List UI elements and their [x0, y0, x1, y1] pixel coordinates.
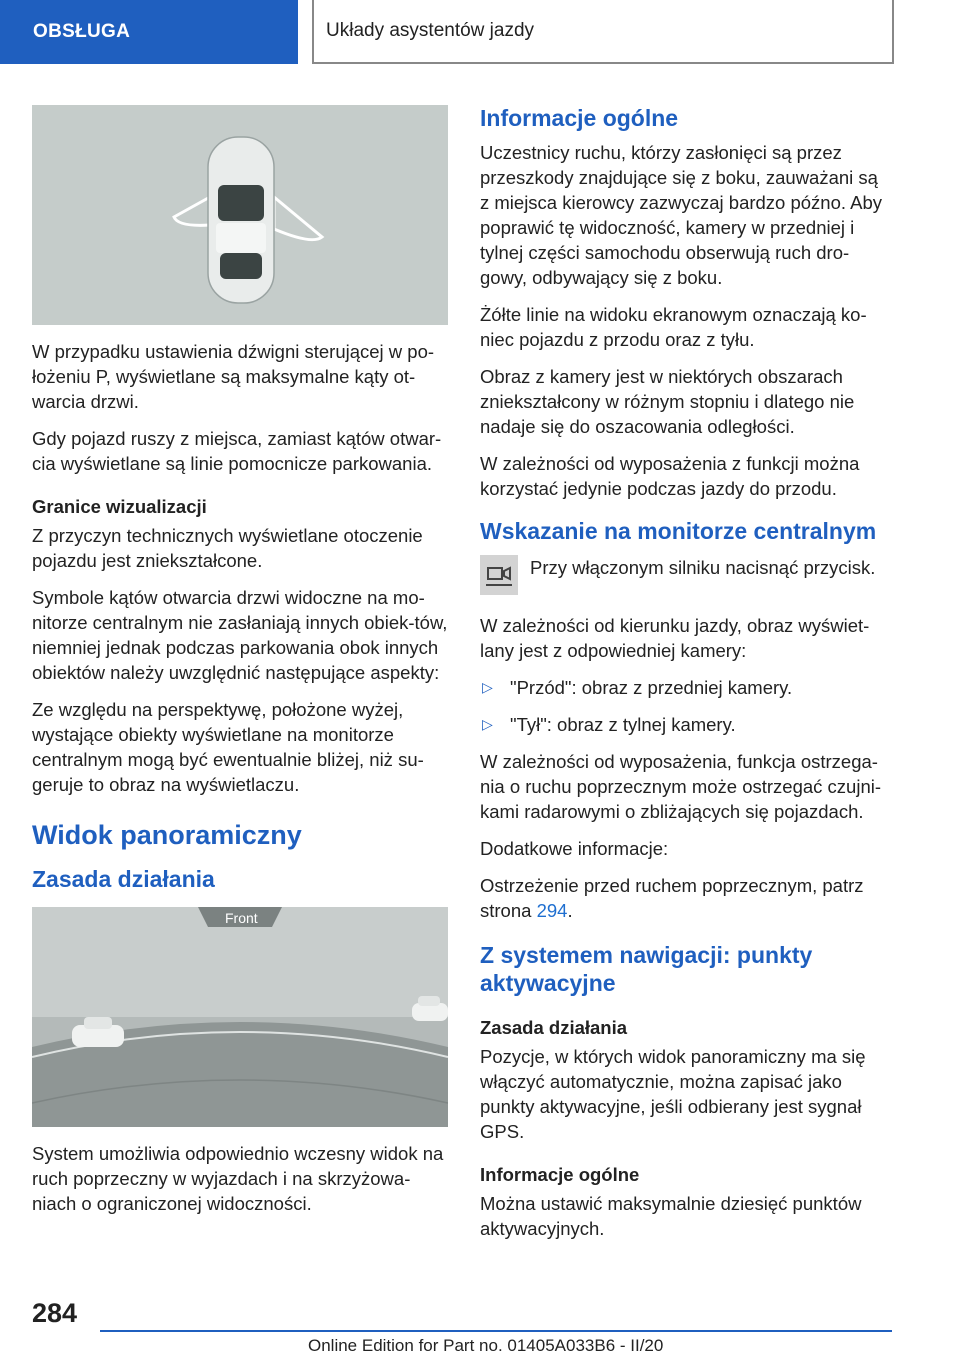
right-column [480, 100, 890, 1253]
front-label: Front [225, 910, 258, 926]
list-item: ▷ "Przód": obraz z przedniej kamery. [482, 677, 793, 698]
monitor-title: Wskazanie na monitorze centralnym [480, 518, 877, 544]
monitor-paragraph-4: Dodatkowe informacje: [480, 838, 669, 859]
general-title: Informacje ogólne [480, 105, 679, 131]
footer-divider [100, 1330, 892, 1332]
triangle-bullet-icon: ▷ [482, 679, 493, 695]
monitor-paragraph-2: W zależności od kierunku jazdy, obraz wyświet-lany jest z odpowiedniej kamery: [480, 615, 870, 661]
door-angle-figure [32, 105, 448, 325]
nav-paragraph-2: Można ustawić maksymalnie dziesięć punktów aktywacyjnych. [480, 1193, 862, 1239]
list-item: ▷ "Tył": obraz z tylnej kamery. [482, 714, 736, 735]
header-section-tab [0, 0, 298, 64]
triangle-bullet-icon: ▷ [482, 716, 493, 732]
panorama-figure [32, 907, 448, 1127]
subsection-title: Zasada działania [32, 866, 215, 892]
general-paragraph-3: Obraz z kamery jest w niektórych obszarach zniekształcony w różnym stopniu i dlatego nie nadaje się do oszacowania odległości. [480, 366, 855, 437]
general-paragraph-2: Żółte linie na widoku ekranowym oznaczają ko-niec pojazdu z przodu oraz z tyłu. [480, 304, 867, 350]
page-link[interactable]: 294 [536, 900, 568, 921]
nav-title: Z systemem nawigacji: punkty aktywacyjne [480, 942, 813, 996]
nav-heading-2: Informacje ogólne [480, 1164, 640, 1185]
general-paragraph-4: W zależności od wyposażenia z funkcji można korzystać jedynie podczas jazdy do przodu. [480, 453, 860, 499]
limits-paragraph-3: Ze względu na perspektywę, położone wyżej, wystające obiekty wyświetlane na monitorze centralnym mogą być ewentualnie bliżej, niż su-geruje to obraz na wyświetlaczu. [32, 699, 424, 795]
monitor-paragraph-5: Ostrzeżenie przed ruchem poprzecznym, patrz strona 294. [480, 875, 864, 921]
limits-heading: Granice wizualizacji [32, 496, 207, 517]
page-number: 284 [32, 1298, 78, 1328]
fig2-caption: System umożliwia odpowiednio wczesny widok na ruch poprzeczny w wyjazdach i na skrzyżowa-niach o ograniczonej widoczności. [32, 1143, 444, 1214]
footer-edition: Online Edition for Part no. 01405A033B6 - II/20 [308, 1336, 664, 1355]
camera-button-icon [480, 555, 518, 595]
header-section-label: OBSŁUGA [33, 21, 131, 42]
limits-paragraph-1: Z przyczyn technicznych wyświetlane otoczenie pojazdu jest zniekształcone. [32, 525, 423, 571]
monitor-paragraph-3: W zależności od wyposażenia, funkcja ostrzega-nia o ruchu poprzecznym może ostrzegać czujni-kami radarowymi o zbliżających się pojazdach. [480, 751, 882, 822]
panorama-view-illustration [32, 907, 448, 1127]
car-top-view-illustration [32, 105, 448, 325]
header-chapter [312, 0, 894, 64]
header-chapter-label: Układy asystentów jazdy [326, 20, 535, 41]
camera-button-row [480, 555, 890, 595]
monitor-paragraph-1: Przy włączonym silniku nacisnąć przycisk. [530, 557, 876, 578]
nav-paragraph-1: Pozycje, w których widok panoramiczny ma się włączyć automatycznie, można zapisać jako punkty aktywacyjne, jeśli odbierany jest sygnał GPS. [480, 1046, 866, 1142]
fig1-caption-2: Gdy pojazd ruszy z miejsca, zamiast kątów otwar-cia wyświetlane są linie pomocnicze parkowania. [32, 428, 442, 474]
nav-heading-1: Zasada działania [480, 1017, 628, 1038]
fig1-caption-1: W przypadku ustawienia dźwigni sterującej w po-łożeniu P, wyświetlane są maksymalne kąty ot-warcia drzwi. [32, 341, 435, 412]
limits-paragraph-2: Symbole kątów otwarcia drzwi widoczne na mo-nitorze centralnym nie zasłaniają innych obiek-tów, niemniej jednak podczas parkowania obok innych obiektów należy uwzględnić następujące aspekty: [32, 587, 448, 683]
left-column [32, 105, 448, 1228]
general-paragraph-1: Uczestnicy ruchu, którzy zasłonięci są przez przeszkody znajdujące się z boku, zauważani są z miejsca kierowcy zazwyczaj bardzo późno. Aby poprawić tę widoczność, kamery w przedniej i tylnej części samochodu obserwują ruch dro-gowy, odbywający się z boku. [480, 142, 883, 288]
section-title: Widok panoramiczny [32, 820, 302, 850]
camera-list [480, 675, 890, 737]
